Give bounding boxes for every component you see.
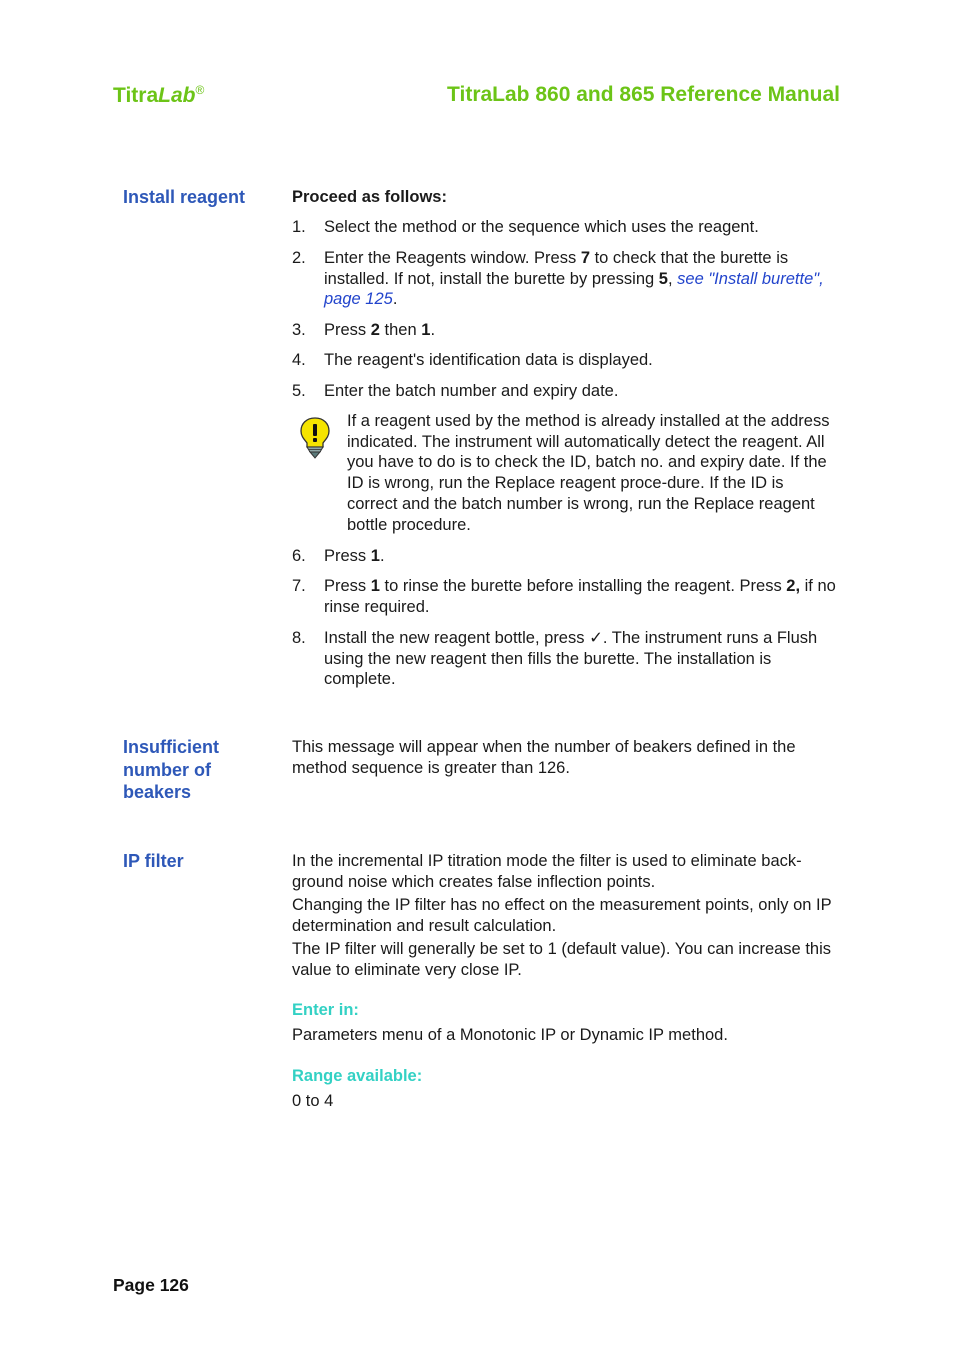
step-number: 2. [292, 249, 306, 267]
insufficient-text: This message will appear when the number of beakers defined in the method sequence is greater than 126. [292, 738, 796, 777]
step-text: Press 2 then 1. [324, 321, 436, 339]
step-number: 8. [292, 629, 306, 647]
step-text: Select the method or the sequence which uses the reagent. [324, 218, 759, 236]
range-label: Range available: [292, 1067, 423, 1085]
step-text: Press 1. [324, 547, 385, 565]
checkmark-icon: ✓ [589, 629, 603, 647]
ip-filter-p3: The IP filter will generally be set to 1 (default value). You can increase this value to eliminate very close IP. [292, 940, 831, 979]
page-number: Page 126 [113, 1275, 189, 1295]
step-number: 3. [292, 321, 306, 339]
step-number: 6. [292, 547, 306, 565]
step-text: Install the new reagent bottle, press ✓. The instrument runs a Flush using the new reagent then fills the burette. The installation is complete. [324, 629, 818, 689]
step-number: 5. [292, 382, 306, 400]
step-number: 1. [292, 218, 306, 236]
note-text: If a reagent used by the method is already installed at the address indicated. The instrument will automatically detect the reagent. All you have to do is to check the ID, batch no. and expiry date. If the ID is wrong, run the Replace reagent proce-dure. If the ID is correct and the batch number is wrong, run the Replace reagent bottle procedure. [347, 412, 830, 534]
step-text: Enter the Reagents window. Press 7 to check that the burette is installed. If not, install the burette by pressing 5, see "Install burette", page 125. [324, 249, 824, 309]
brand-logo: TitraLab® [113, 83, 205, 107]
step-text: Enter the batch number and expiry date. [324, 382, 619, 400]
ip-filter-p2: Changing the IP filter has no effect on the measurement points, only on IP determination and result calculation. [292, 896, 832, 935]
step-number: 4. [292, 351, 306, 369]
link-install-burette[interactable]: see "Install burette", page 125 [324, 269, 824, 309]
step-text: The reagent's identification data is displayed. [324, 351, 653, 369]
heading-insufficient-beakers: Insufficient number of beakers [123, 737, 220, 802]
manual-title: TitraLab 860 and 865 Reference Manual [447, 83, 840, 106]
install-intro: Proceed as follows: [292, 188, 447, 206]
enter-in-text: Parameters menu of a Monotonic IP or Dynamic IP method. [292, 1026, 728, 1044]
step-text: Press 1 to rinse the burette before installing the reagent. Press 2, if no rinse required. [324, 577, 836, 616]
heading-ip-filter: IP filter [123, 851, 184, 871]
heading-install-reagent: Install reagent [123, 187, 246, 207]
enter-in-label: Enter in: [292, 1001, 359, 1019]
lightbulb-hint-icon [298, 416, 332, 460]
step-number: 7. [292, 577, 306, 595]
range-text: 0 to 4 [292, 1092, 334, 1110]
ip-filter-p1: In the incremental IP titration mode the filter is used to eliminate back-ground noise which creates false inflection points. [292, 852, 802, 891]
